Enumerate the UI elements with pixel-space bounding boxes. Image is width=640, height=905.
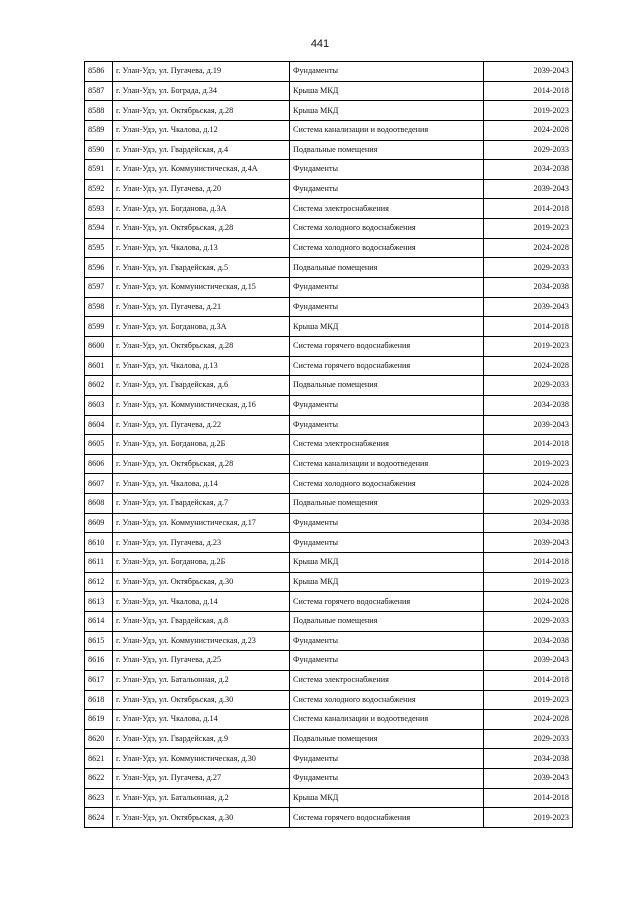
work-type-cell: Крыша МКД xyxy=(290,553,484,573)
address-cell: г. Улан-Удэ, ул. Бограда, д.34 xyxy=(113,81,290,101)
address-cell: г. Улан-Удэ, ул. Октябрьская, д.28 xyxy=(113,454,290,474)
page-number: 441 xyxy=(310,38,330,50)
address-cell: г. Улан-Удэ, ул. Батальонная, д.2 xyxy=(113,670,290,690)
work-type-cell: Система холодного водоснабжения xyxy=(290,690,484,710)
row-number-cell: 8589 xyxy=(85,120,113,140)
period-cell: 2039-2043 xyxy=(484,297,573,317)
work-type-cell: Крыша МКД xyxy=(290,788,484,808)
address-cell: г. Улан-Удэ, ул. Чкалова, д.13 xyxy=(113,238,290,258)
work-type-cell: Система канализации и водоотведения xyxy=(290,710,484,730)
period-cell: 2029-2033 xyxy=(484,258,573,278)
period-cell: 2024-2028 xyxy=(484,474,573,494)
table-row xyxy=(85,651,573,671)
address-cell: г. Улан-Удэ, ул. Батальонная, д.2 xyxy=(113,788,290,808)
table-row xyxy=(85,356,573,376)
period-cell: 2024-2028 xyxy=(484,238,573,258)
work-type-cell: Фундаменты xyxy=(290,651,484,671)
table-row xyxy=(85,454,573,474)
table-row xyxy=(85,219,573,239)
row-number-cell: 8614 xyxy=(85,611,113,631)
row-number-cell: 8588 xyxy=(85,101,113,121)
table-row xyxy=(85,120,573,140)
row-number-cell: 8600 xyxy=(85,336,113,356)
work-type-cell: Фундаменты xyxy=(290,631,484,651)
period-cell: 2019-2023 xyxy=(484,454,573,474)
table-row xyxy=(85,258,573,278)
period-cell: 2039-2043 xyxy=(484,651,573,671)
row-number-cell: 8609 xyxy=(85,513,113,533)
table-row xyxy=(85,62,573,82)
row-number-cell: 8604 xyxy=(85,415,113,435)
row-number-cell: 8612 xyxy=(85,572,113,592)
table-row xyxy=(85,140,573,160)
period-cell: 2024-2028 xyxy=(484,356,573,376)
work-type-cell: Система холодного водоснабжения xyxy=(290,238,484,258)
row-number-cell: 8608 xyxy=(85,494,113,514)
table-row xyxy=(85,572,573,592)
row-number-cell: 8587 xyxy=(85,81,113,101)
table-row xyxy=(85,611,573,631)
work-type-cell: Система горячего водоснабжения xyxy=(290,336,484,356)
address-cell: г. Улан-Удэ, ул. Октябрьская, д.28 xyxy=(113,219,290,239)
row-number-cell: 8593 xyxy=(85,199,113,219)
table-row xyxy=(85,690,573,710)
address-cell: г. Улан-Удэ, ул. Чкалова, д.14 xyxy=(113,474,290,494)
address-cell: г. Улан-Удэ, ул. Чкалова, д.14 xyxy=(113,592,290,612)
row-number-cell: 8617 xyxy=(85,670,113,690)
table-row xyxy=(85,376,573,396)
work-type-cell: Крыша МКД xyxy=(290,101,484,121)
table-row xyxy=(85,553,573,573)
work-type-cell: Подвальные помещения xyxy=(290,258,484,278)
row-number-cell: 8622 xyxy=(85,769,113,789)
row-number-cell: 8598 xyxy=(85,297,113,317)
period-cell: 2014-2018 xyxy=(484,317,573,337)
work-type-cell: Подвальные помещения xyxy=(290,376,484,396)
address-cell: г. Улан-Удэ, ул. Пугачева, д.27 xyxy=(113,769,290,789)
address-cell: г. Улан-Удэ, ул. Чкалова, д.14 xyxy=(113,710,290,730)
period-cell: 2019-2023 xyxy=(484,808,573,828)
period-cell: 2039-2043 xyxy=(484,415,573,435)
row-number-cell: 8596 xyxy=(85,258,113,278)
work-type-cell: Система холодного водоснабжения xyxy=(290,474,484,494)
address-cell: г. Улан-Удэ, ул. Октябрьская, д.30 xyxy=(113,808,290,828)
work-type-cell: Фундаменты xyxy=(290,513,484,533)
address-cell: г. Улан-Удэ, ул. Октябрьская, д.28 xyxy=(113,101,290,121)
table-row xyxy=(85,670,573,690)
address-cell: г. Улан-Удэ, ул. Коммунистическая, д.23 xyxy=(113,631,290,651)
row-number-cell: 8602 xyxy=(85,376,113,396)
address-cell: г. Улан-Удэ, ул. Октябрьская, д.28 xyxy=(113,336,290,356)
address-cell: г. Улан-Удэ, ул. Пугачева, д.19 xyxy=(113,62,290,82)
work-type-cell: Фундаменты xyxy=(290,415,484,435)
period-cell: 2029-2033 xyxy=(484,376,573,396)
row-number-cell: 8605 xyxy=(85,435,113,455)
period-cell: 2029-2033 xyxy=(484,140,573,160)
table-row xyxy=(85,238,573,258)
row-number-cell: 8611 xyxy=(85,553,113,573)
table-row xyxy=(85,336,573,356)
table-row xyxy=(85,769,573,789)
address-cell: г. Улан-Удэ, ул. Пугачева, д.25 xyxy=(113,651,290,671)
row-number-cell: 8613 xyxy=(85,592,113,612)
address-cell: г. Улан-Удэ, ул. Пугачева, д.23 xyxy=(113,533,290,553)
row-number-cell: 8601 xyxy=(85,356,113,376)
period-cell: 2019-2023 xyxy=(484,336,573,356)
registry-table xyxy=(84,61,573,828)
address-cell: г. Улан-Удэ, ул. Коммунистическая, д.16 xyxy=(113,395,290,415)
work-type-cell: Фундаменты xyxy=(290,62,484,82)
table-row xyxy=(85,179,573,199)
row-number-cell: 8620 xyxy=(85,729,113,749)
period-cell: 2034-2038 xyxy=(484,160,573,180)
period-cell: 2039-2043 xyxy=(484,179,573,199)
row-number-cell: 8624 xyxy=(85,808,113,828)
table-row xyxy=(85,631,573,651)
table-row xyxy=(85,278,573,298)
period-cell: 2019-2023 xyxy=(484,690,573,710)
table-row xyxy=(85,395,573,415)
address-cell: г. Улан-Удэ, ул. Богданова, д.2Б xyxy=(113,553,290,573)
table-row xyxy=(85,81,573,101)
period-cell: 2029-2033 xyxy=(484,611,573,631)
work-type-cell: Фундаменты xyxy=(290,160,484,180)
period-cell: 2019-2023 xyxy=(484,101,573,121)
table-row xyxy=(85,317,573,337)
work-type-cell: Подвальные помещения xyxy=(290,729,484,749)
address-cell: г. Улан-Удэ, ул. Гвардейская, д.7 xyxy=(113,494,290,514)
row-number-cell: 8597 xyxy=(85,278,113,298)
row-number-cell: 8623 xyxy=(85,788,113,808)
table-row xyxy=(85,513,573,533)
work-type-cell: Система электроснабжения xyxy=(290,199,484,219)
work-type-cell: Система горячего водоснабжения xyxy=(290,356,484,376)
table-row xyxy=(85,101,573,121)
work-type-cell: Подвальные помещения xyxy=(290,494,484,514)
address-cell: г. Улан-Удэ, ул. Чкалова, д.13 xyxy=(113,356,290,376)
work-type-cell: Фундаменты xyxy=(290,278,484,298)
table-row xyxy=(85,160,573,180)
period-cell: 2034-2038 xyxy=(484,278,573,298)
period-cell: 2034-2038 xyxy=(484,631,573,651)
address-cell: г. Улан-Удэ, ул. Чкалова, д.12 xyxy=(113,120,290,140)
period-cell: 2014-2018 xyxy=(484,553,573,573)
address-cell: г. Улан-Удэ, ул. Богданова, д.3А xyxy=(113,317,290,337)
address-cell: г. Улан-Удэ, ул. Пугачева, д.20 xyxy=(113,179,290,199)
table-row xyxy=(85,592,573,612)
period-cell: 2024-2028 xyxy=(484,120,573,140)
row-number-cell: 8618 xyxy=(85,690,113,710)
registry-table-body xyxy=(85,62,573,828)
period-cell: 2014-2018 xyxy=(484,435,573,455)
row-number-cell: 8586 xyxy=(85,62,113,82)
table-row xyxy=(85,729,573,749)
address-cell: г. Улан-Удэ, ул. Гвардейская, д.5 xyxy=(113,258,290,278)
address-cell: г. Улан-Удэ, ул. Пугачева, д.21 xyxy=(113,297,290,317)
table-row xyxy=(85,435,573,455)
address-cell: г. Улан-Удэ, ул. Коммунистическая, д.15 xyxy=(113,278,290,298)
period-cell: 2024-2028 xyxy=(484,592,573,612)
table-row xyxy=(85,533,573,553)
work-type-cell: Крыша МКД xyxy=(290,81,484,101)
period-cell: 2034-2038 xyxy=(484,749,573,769)
address-cell: г. Улан-Удэ, ул. Коммунистическая, д.17 xyxy=(113,513,290,533)
work-type-cell: Система холодного водоснабжения xyxy=(290,219,484,239)
work-type-cell: Система канализации и водоотведения xyxy=(290,454,484,474)
table-row xyxy=(85,808,573,828)
row-number-cell: 8619 xyxy=(85,710,113,730)
row-number-cell: 8592 xyxy=(85,179,113,199)
work-type-cell: Фундаменты xyxy=(290,179,484,199)
work-type-cell: Система канализации и водоотведения xyxy=(290,120,484,140)
row-number-cell: 8616 xyxy=(85,651,113,671)
address-cell: г. Улан-Удэ, ул. Богданова, д.3А xyxy=(113,199,290,219)
row-number-cell: 8610 xyxy=(85,533,113,553)
table-row xyxy=(85,749,573,769)
period-cell: 2029-2033 xyxy=(484,494,573,514)
work-type-cell: Подвальные помещения xyxy=(290,611,484,631)
row-number-cell: 8603 xyxy=(85,395,113,415)
period-cell: 2014-2018 xyxy=(484,670,573,690)
address-cell: г. Улан-Удэ, ул. Октябрьская, д.30 xyxy=(113,690,290,710)
table-row xyxy=(85,199,573,219)
address-cell: г. Улан-Удэ, ул. Гвардейская, д.6 xyxy=(113,376,290,396)
table-row xyxy=(85,297,573,317)
address-cell: г. Улан-Удэ, ул. Богданова, д.2Б xyxy=(113,435,290,455)
period-cell: 2039-2043 xyxy=(484,533,573,553)
table-row xyxy=(85,788,573,808)
period-cell: 2014-2018 xyxy=(484,788,573,808)
row-number-cell: 8599 xyxy=(85,317,113,337)
address-cell: г. Улан-Удэ, ул. Гвардейская, д.9 xyxy=(113,729,290,749)
period-cell: 2034-2038 xyxy=(484,513,573,533)
work-type-cell: Фундаменты xyxy=(290,297,484,317)
period-cell: 2019-2023 xyxy=(484,219,573,239)
row-number-cell: 8607 xyxy=(85,474,113,494)
work-type-cell: Система электроснабжения xyxy=(290,670,484,690)
address-cell: г. Улан-Удэ, ул. Коммунистическая, д.4А xyxy=(113,160,290,180)
address-cell: г. Улан-Удэ, ул. Октябрьская, д.30 xyxy=(113,572,290,592)
table-row xyxy=(85,710,573,730)
period-cell: 2014-2018 xyxy=(484,81,573,101)
row-number-cell: 8595 xyxy=(85,238,113,258)
period-cell: 2024-2028 xyxy=(484,710,573,730)
address-cell: г. Улан-Удэ, ул. Пугачева, д.22 xyxy=(113,415,290,435)
address-cell: г. Улан-Удэ, ул. Гвардейская, д.8 xyxy=(113,611,290,631)
row-number-cell: 8594 xyxy=(85,219,113,239)
row-number-cell: 8590 xyxy=(85,140,113,160)
address-cell: г. Улан-Удэ, ул. Гвардейская, д.4 xyxy=(113,140,290,160)
work-type-cell: Крыша МКД xyxy=(290,317,484,337)
period-cell: 2019-2023 xyxy=(484,572,573,592)
work-type-cell: Крыша МКД xyxy=(290,572,484,592)
address-cell: г. Улан-Удэ, ул. Коммунистическая, д.30 xyxy=(113,749,290,769)
work-type-cell: Подвальные помещения xyxy=(290,140,484,160)
period-cell: 2039-2043 xyxy=(484,62,573,82)
table-row xyxy=(85,494,573,514)
work-type-cell: Фундаменты xyxy=(290,395,484,415)
work-type-cell: Фундаменты xyxy=(290,749,484,769)
table-row xyxy=(85,415,573,435)
row-number-cell: 8591 xyxy=(85,160,113,180)
period-cell: 2039-2043 xyxy=(484,769,573,789)
period-cell: 2034-2038 xyxy=(484,395,573,415)
row-number-cell: 8606 xyxy=(85,454,113,474)
table-row xyxy=(85,474,573,494)
work-type-cell: Фундаменты xyxy=(290,769,484,789)
work-type-cell: Фундаменты xyxy=(290,533,484,553)
row-number-cell: 8615 xyxy=(85,631,113,651)
period-cell: 2014-2018 xyxy=(484,199,573,219)
work-type-cell: Система электроснабжения xyxy=(290,435,484,455)
period-cell: 2029-2033 xyxy=(484,729,573,749)
work-type-cell: Система горячего водоснабжения xyxy=(290,592,484,612)
work-type-cell: Система горячего водоснабжения xyxy=(290,808,484,828)
row-number-cell: 8621 xyxy=(85,749,113,769)
